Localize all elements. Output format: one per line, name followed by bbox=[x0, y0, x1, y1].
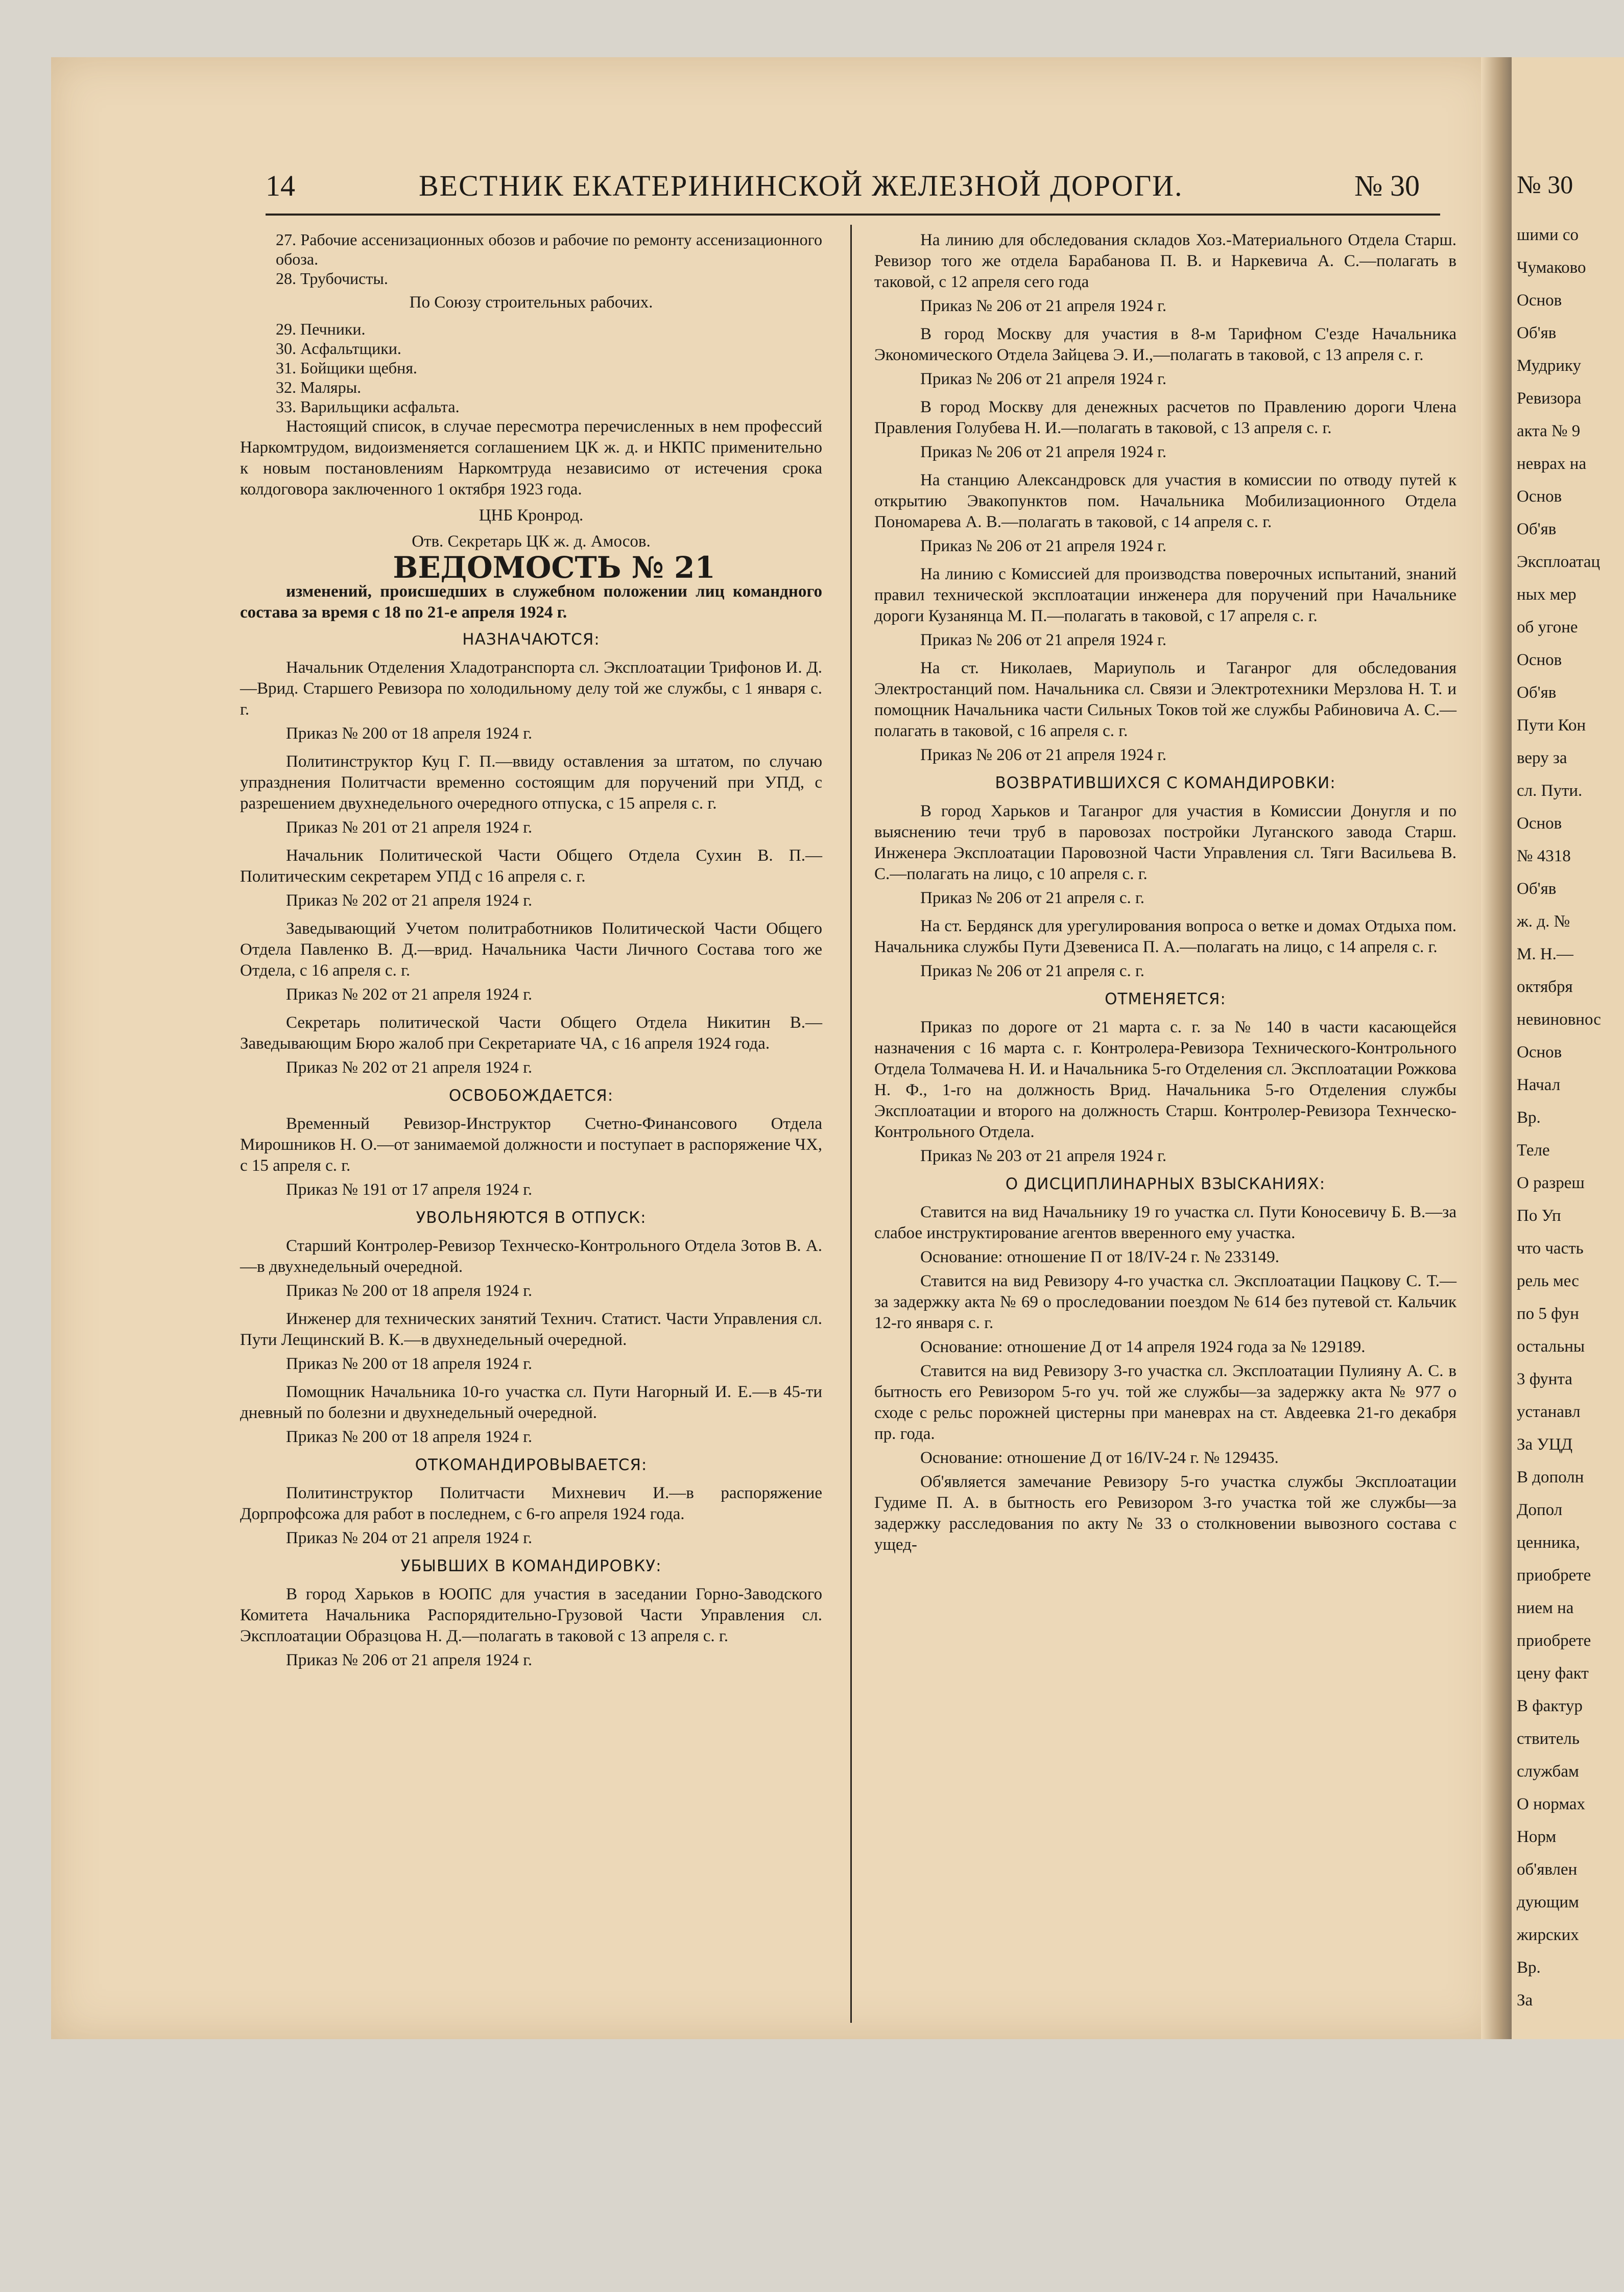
signature: ЦНБ Кронрод. bbox=[479, 506, 584, 525]
page-header bbox=[266, 169, 1440, 209]
next-page-fragment: по 5 фун bbox=[1517, 1305, 1579, 1323]
next-page-fragment: сл. Пути. bbox=[1517, 782, 1583, 800]
order-ref: Приказ № 206 от 21 апреля 1924 г. bbox=[920, 537, 1167, 555]
next-page-fragment: В фактур bbox=[1517, 1697, 1583, 1715]
entry: Временный Ревизор-Инструктор Счетно-Финансового Отдела Мирошников Н. О.—от занимаемой должности и поступает в распоряжение ЧХ, с 15 апреля с. г. bbox=[240, 1115, 822, 1175]
entry: Ставится на вид Ревизору 3-го участка сл. Эксплоатации Пулияну А. С. в бытность его Ревизором 5-го уч. той же службы—за задержку акта № 977 о сходе с рельс порожней цистерны при маневрах на ст. Авдеевка 21-го декабря пр. года. bbox=[874, 1362, 1456, 1443]
entry: На ст. Николаев, Мариуполь и Таганрог для обследования Электростанций пом. Начальника сл. Связи и Электротехники Мерзлова Н. Т. и помощник Начальника части Сильных Токов той же службы Рабиновича А. С.—полагать в таковой, с 16 апреля с. г. bbox=[874, 659, 1456, 740]
next-page-fragment: Основ bbox=[1517, 291, 1562, 310]
next-page-fragment: Допол bbox=[1517, 1501, 1563, 1519]
order-ref: Приказ № 202 от 21 апреля 1924 г. bbox=[286, 1058, 533, 1077]
next-page-header: № 30 bbox=[1517, 170, 1573, 199]
page-number: 14 bbox=[266, 169, 295, 202]
newspaper-title: ВЕСТНИК ЕКАТЕРИНИНСКОЙ ЖЕЛЕЗНОЙ ДОРОГИ. bbox=[419, 169, 1183, 202]
next-page-fragment: веру за bbox=[1517, 749, 1567, 767]
column-divider bbox=[850, 225, 852, 2023]
order-ref: Приказ № 206 от 21 апреля с. г. bbox=[920, 889, 1145, 907]
entry: Ставится на вид Ревизору 4-го участка сл. Эксплоатации Пацкову С. Т.—за задержку акта № 69 о проследовании поездом № 614 без путевой ст. Кальчик 12-го января с. г. bbox=[874, 1272, 1456, 1332]
section-heading: УВОЛЬНЯЮТСЯ В ОТПУСК: bbox=[416, 1209, 647, 1227]
next-page-fragment: Теле bbox=[1517, 1141, 1550, 1160]
next-page-fragment: дующим bbox=[1517, 1893, 1579, 1911]
entry: Инженер для технических занятий Технич. Статист. Части Управления сл. Пути Лещинский В. К.—в двухнедельный очередной. bbox=[240, 1310, 822, 1349]
right-column bbox=[874, 230, 1456, 1558]
statement-subtitle: изменений, происшедших в служебном положении лиц командного состава за время с 18 по 21-е апреля 1924 г. bbox=[240, 582, 822, 622]
next-page-fragment: ценника, bbox=[1517, 1533, 1580, 1552]
list-item: 31. Бойщики щебня. bbox=[276, 359, 417, 377]
next-page-fragment: Мудрику bbox=[1517, 357, 1581, 375]
next-page-fragment: акта № 9 bbox=[1517, 422, 1581, 440]
section-heading: О ДИСЦИПЛИНАРНЫХ ВЗЫСКАНИЯХ: bbox=[1005, 1175, 1326, 1193]
next-page-fragment: об угоне bbox=[1517, 618, 1578, 636]
entry: В город Харьков в ЮОПС для участия в заседании Горно-Заводского Комитета Начальника Распорядительно-Грузовой Части Управления сл. Эксплоатации Образцова Н. Д.—полагать в таковой с 13 апреля с. г. bbox=[240, 1585, 822, 1645]
list-item: 30. Асфальтщики. bbox=[276, 339, 401, 358]
next-page-fragment: ствитель bbox=[1517, 1730, 1580, 1748]
next-page-fragment: неврах на bbox=[1517, 455, 1587, 473]
next-page-fragment: Об'яв bbox=[1517, 324, 1557, 342]
entry: Начальник Политической Части Общего Отдела Сухин В. П.—Политическим секретарем УПД с 16 апреля с. г. bbox=[240, 846, 822, 886]
order-ref: Приказ № 206 от 21 апреля 1924 г. bbox=[920, 297, 1167, 315]
section-heading: ОТКОМАНДИРОВЫВАЕТСЯ: bbox=[415, 1456, 648, 1474]
next-page-fragment: Об'яв bbox=[1517, 683, 1557, 702]
next-page-fragment: О разреш bbox=[1517, 1174, 1585, 1192]
next-page-fragment: устанавл bbox=[1517, 1403, 1581, 1421]
order-ref: Приказ № 191 от 17 апреля 1924 г. bbox=[286, 1180, 533, 1199]
next-page-fragment: За УЦД bbox=[1517, 1435, 1573, 1454]
next-page-fragment: ж. д. № bbox=[1517, 912, 1570, 931]
order-ref: Приказ № 200 от 18 апреля 1924 г. bbox=[286, 724, 533, 743]
order-ref: Приказ № 206 от 21 апреля 1924 г. bbox=[920, 631, 1167, 649]
next-page-fragment: остальны bbox=[1517, 1337, 1585, 1356]
next-page-fragment: Об'яв bbox=[1517, 880, 1557, 898]
next-page-fragment: По Уп bbox=[1517, 1207, 1561, 1225]
section-heading: ОСВОБОЖДАЕТСЯ: bbox=[448, 1086, 614, 1105]
order-ref: Приказ № 200 от 18 апреля 1924 г. bbox=[286, 1428, 533, 1446]
page-fold bbox=[1481, 57, 1512, 2039]
order-ref: Приказ № 206 от 21 апреля 1924 г. bbox=[920, 746, 1167, 764]
statement-title: ВЕДОМОСТЬ № 21 bbox=[393, 550, 715, 585]
entry: Об'является замечание Ревизору 5-го участка службы Эксплоатации Гудиме П. А. в бытность его Ревизором 3-го участка той же службы—за задержку расследования по акту № 33 о столкновении вывозного состава с ущед- bbox=[874, 1473, 1456, 1554]
next-page-fragment: октября bbox=[1517, 978, 1573, 996]
next-page-fragment: Норм bbox=[1517, 1828, 1557, 1846]
next-page-fragment: Об'яв bbox=[1517, 520, 1557, 538]
order-ref: Приказ № 203 от 21 апреля 1924 г. bbox=[920, 1147, 1167, 1165]
union-heading: По Союзу строительных рабочих. bbox=[409, 293, 653, 312]
next-page-fragment: Пути Кон bbox=[1517, 716, 1586, 735]
next-page-fragment: жирских bbox=[1517, 1926, 1579, 1944]
section-heading: УБЫВШИХ В КОМАНДИРОВКУ: bbox=[400, 1557, 662, 1575]
next-page-fragment: Основ bbox=[1517, 651, 1562, 669]
next-page-fragment: Основ bbox=[1517, 487, 1562, 506]
header-rule bbox=[266, 214, 1440, 216]
next-page-fragment: ных мер bbox=[1517, 585, 1577, 604]
next-page-fragment: невиновнос bbox=[1517, 1010, 1601, 1029]
next-page-fragment: 3 фунта bbox=[1517, 1370, 1572, 1388]
next-page-fragment: службам bbox=[1517, 1762, 1579, 1781]
entry: Начальник Отделения Хладотранспорта сл. Эксплоатации Трифонов И. Д.—Врид. Старшего Ревизора по холодильному делу той же службы, с 1 января с. г. bbox=[240, 658, 822, 719]
entry: Ставится на вид Начальнику 19 го участка сл. Пути Коносевичу Б. В.—за слабое инструктирование агентов вверенного ему участка. bbox=[874, 1203, 1456, 1242]
order-ref: Приказ № 200 от 18 апреля 1924 г. bbox=[286, 1355, 533, 1373]
list-item: 33. Варильщики асфальта. bbox=[276, 397, 460, 416]
section-heading: НАЗНАЧАЮТСЯ: bbox=[462, 630, 600, 649]
next-page-fragment: Вр. bbox=[1517, 1958, 1541, 1977]
basis-ref: Основание: отношение Д от 16/IV-24 г. № 129435. bbox=[920, 1449, 1279, 1467]
entry: Заведывающий Учетом политработников Политической Части Общего Отдела Павленко В. Д.—врид. Начальника Части Личного Состава того же Отдела, с 16 апреля с. г. bbox=[240, 919, 822, 980]
next-page-fragment: Ревизора bbox=[1517, 389, 1582, 408]
next-page-fragment: Начал bbox=[1517, 1076, 1561, 1094]
issue-number: № 30 bbox=[1354, 169, 1420, 202]
order-ref: Приказ № 206 от 21 апреля 1924 г. bbox=[920, 370, 1167, 388]
next-page-fragment: В дополн bbox=[1517, 1468, 1584, 1486]
list-item: 29. Печники. bbox=[276, 320, 366, 338]
order-ref: Приказ № 202 от 21 апреля 1924 г. bbox=[286, 891, 533, 910]
entry: В город Москву для денежных расчетов по Правлению дороги Члена Правления Голубева Н. И.—полагать в таковой, с 13 апреля с. г. bbox=[874, 398, 1456, 437]
entry: В город Харьков и Таганрог для участия в Комиссии Донугля и по выяснению течи труб в паровозах постройки Луганского завода Старш. Инженера Эксплоатации Паровозной Части Управления сл. Тяги Васильева В. С.—полагать на лицо, с 10 апреля с. г. bbox=[874, 802, 1456, 883]
entry: Помощник Начальника 10-го участка сл. Пути Нагорный И. Е.—в 45-ти дневный по болезни и двухнедельный очередной. bbox=[240, 1383, 822, 1422]
entry: На станцию Александровск для участия в комиссии по отводу путей к открытию Эвакопунктов пом. Начальника Мобилизационного Отдела Пономарева А. В.—полагать в таковой, с 14 апреля с. г. bbox=[874, 471, 1456, 531]
closing-paragraph: Настоящий список, в случае пересмотра перечисленных в нем профессий Наркомтрудом, видоизменяется соглашением ЦК ж. д. и НКПС применительно к новым постановлениям Наркомтруда независимо от истечения срока колдоговора заключенного 1 октября 1923 года. bbox=[240, 417, 822, 499]
next-page-fragment: Вр. bbox=[1517, 1108, 1541, 1127]
order-ref: Приказ № 204 от 21 апреля 1924 г. bbox=[286, 1529, 533, 1547]
next-page-fragment: М. Н.— bbox=[1517, 945, 1573, 963]
entry: Политинструктор Политчасти Михневич И.—в распоряжение Дорпрофсожа для работ в последнем, с 6-го апреля 1924 года. bbox=[240, 1484, 822, 1523]
list-item: 27. Рабочие ассенизационных обозов и рабочие по ремонту ассенизационного обоза. bbox=[276, 230, 822, 268]
order-ref: Приказ № 206 от 21 апреля 1924 г. bbox=[920, 443, 1167, 461]
order-ref: Приказ № 206 от 21 апреля с. г. bbox=[920, 962, 1145, 980]
section-heading: ВОЗВРАТИВШИХСЯ С КОМАНДИРОВКИ: bbox=[995, 774, 1336, 792]
next-page-fragment: Основ bbox=[1517, 1043, 1562, 1061]
next-page-fragment: приобрете bbox=[1517, 1566, 1591, 1585]
entry: На ст. Бердянск для урегулирования вопроса о ветке и домах Отдыха пом. Начальника службы Пути Дзевениса П. А.—полагать на лицо, с 14 апреля с. г. bbox=[874, 917, 1456, 956]
next-page-fragment: Эксплоатац bbox=[1517, 553, 1601, 571]
left-column bbox=[240, 230, 822, 1678]
entry: Старший Контролер-Ревизор Технческо-Контрольного Отдела Зотов В. А.—в двухнедельный очередной. bbox=[240, 1237, 822, 1276]
next-page-fragment: шими со bbox=[1517, 226, 1579, 244]
order-ref: Приказ № 201 от 21 апреля 1924 г. bbox=[286, 818, 533, 837]
entry: Политинструктор Куц Г. П.—ввиду оставления за штатом, по случаю упразднения Политчасти временно состоящим для поручений при УПД, с разрешением двухнедельного очередного отпуска, с 15 апреля с. г. bbox=[240, 752, 822, 813]
entry: В город Москву для участия в 8-м Тарифном С'езде Начальника Экономического Отдела Зайцева Э. И.,—полагать в таковой, с 13 апреля с. г. bbox=[874, 325, 1456, 364]
next-page-fragment: Основ bbox=[1517, 814, 1562, 833]
next-page-fragment: об'явлен bbox=[1517, 1860, 1578, 1879]
entry: На линию с Комиссией для производства поверочных испытаний, знаний правил технической эксплоатации инженера для поручений при Начальнике дороги Кузанянца М. П.—полагать в таковой, с 17 апреля с. г. bbox=[874, 565, 1456, 625]
order-ref: Приказ № 202 от 21 апреля 1924 г. bbox=[286, 985, 533, 1004]
order-ref: Приказ № 200 от 18 апреля 1924 г. bbox=[286, 1282, 533, 1300]
list-item: 28. Трубочисты. bbox=[276, 269, 388, 288]
next-page-fragment: № 4318 bbox=[1517, 847, 1571, 865]
basis-ref: Основание: отношение П от 18/IV-24 г. № 233149. bbox=[920, 1248, 1280, 1266]
list-item: 32. Маляры. bbox=[276, 378, 362, 396]
next-page-fragment: рель мес bbox=[1517, 1272, 1579, 1290]
section-heading: ОТМЕНЯЕТСЯ: bbox=[1105, 990, 1226, 1008]
next-page-fragment: Чумаково bbox=[1517, 258, 1586, 277]
basis-ref: Основание: отношение Д от 14 апреля 1924 года за № 129189. bbox=[920, 1338, 1366, 1356]
next-page-fragment: приобрете bbox=[1517, 1632, 1591, 1650]
order-ref: Приказ № 206 от 21 апреля 1924 г. bbox=[286, 1651, 533, 1669]
entry: Секретарь политической Части Общего Отдела Никитин В.—Заведывающим Бюро жалоб при Секретариате ЧА, с 16 апреля 1924 года. bbox=[240, 1013, 822, 1053]
entry: Приказ по дороге от 21 марта с. г. за № 140 в части касающейся назначения с 16 марта с. г. Контролера-Ревизора Технического-Контрольного Отдела Толмачева Н. И. и Начальника 5-го Отделения сл. Эксплоатации Рожкова Н. Ф., 1-го на должность Врид. Начальника 5-го Отделения службы Эксплоатации и второго на должность Старш. Контролер-Ревизора Технческо-Контрольного Отдела. bbox=[874, 1018, 1456, 1141]
next-page-fragment: За bbox=[1517, 1991, 1533, 2010]
next-page-fragment: О нормах bbox=[1517, 1795, 1586, 1813]
next-page-edge bbox=[1512, 57, 1624, 2039]
next-page-fragment: нием на bbox=[1517, 1599, 1574, 1617]
next-page-fragment: цену факт bbox=[1517, 1664, 1589, 1683]
entry: На линию для обследования складов Хоз.-Материального Отдела Старш. Ревизор того же отдела Барабанова П. В. и Наркевича А. С.—полагать в таковой, с 12 апреля сего года bbox=[874, 231, 1456, 291]
signature: Отв. Секретарь ЦК ж. д. Амосов. bbox=[412, 532, 651, 551]
next-page-fragment: что часть bbox=[1517, 1239, 1584, 1258]
